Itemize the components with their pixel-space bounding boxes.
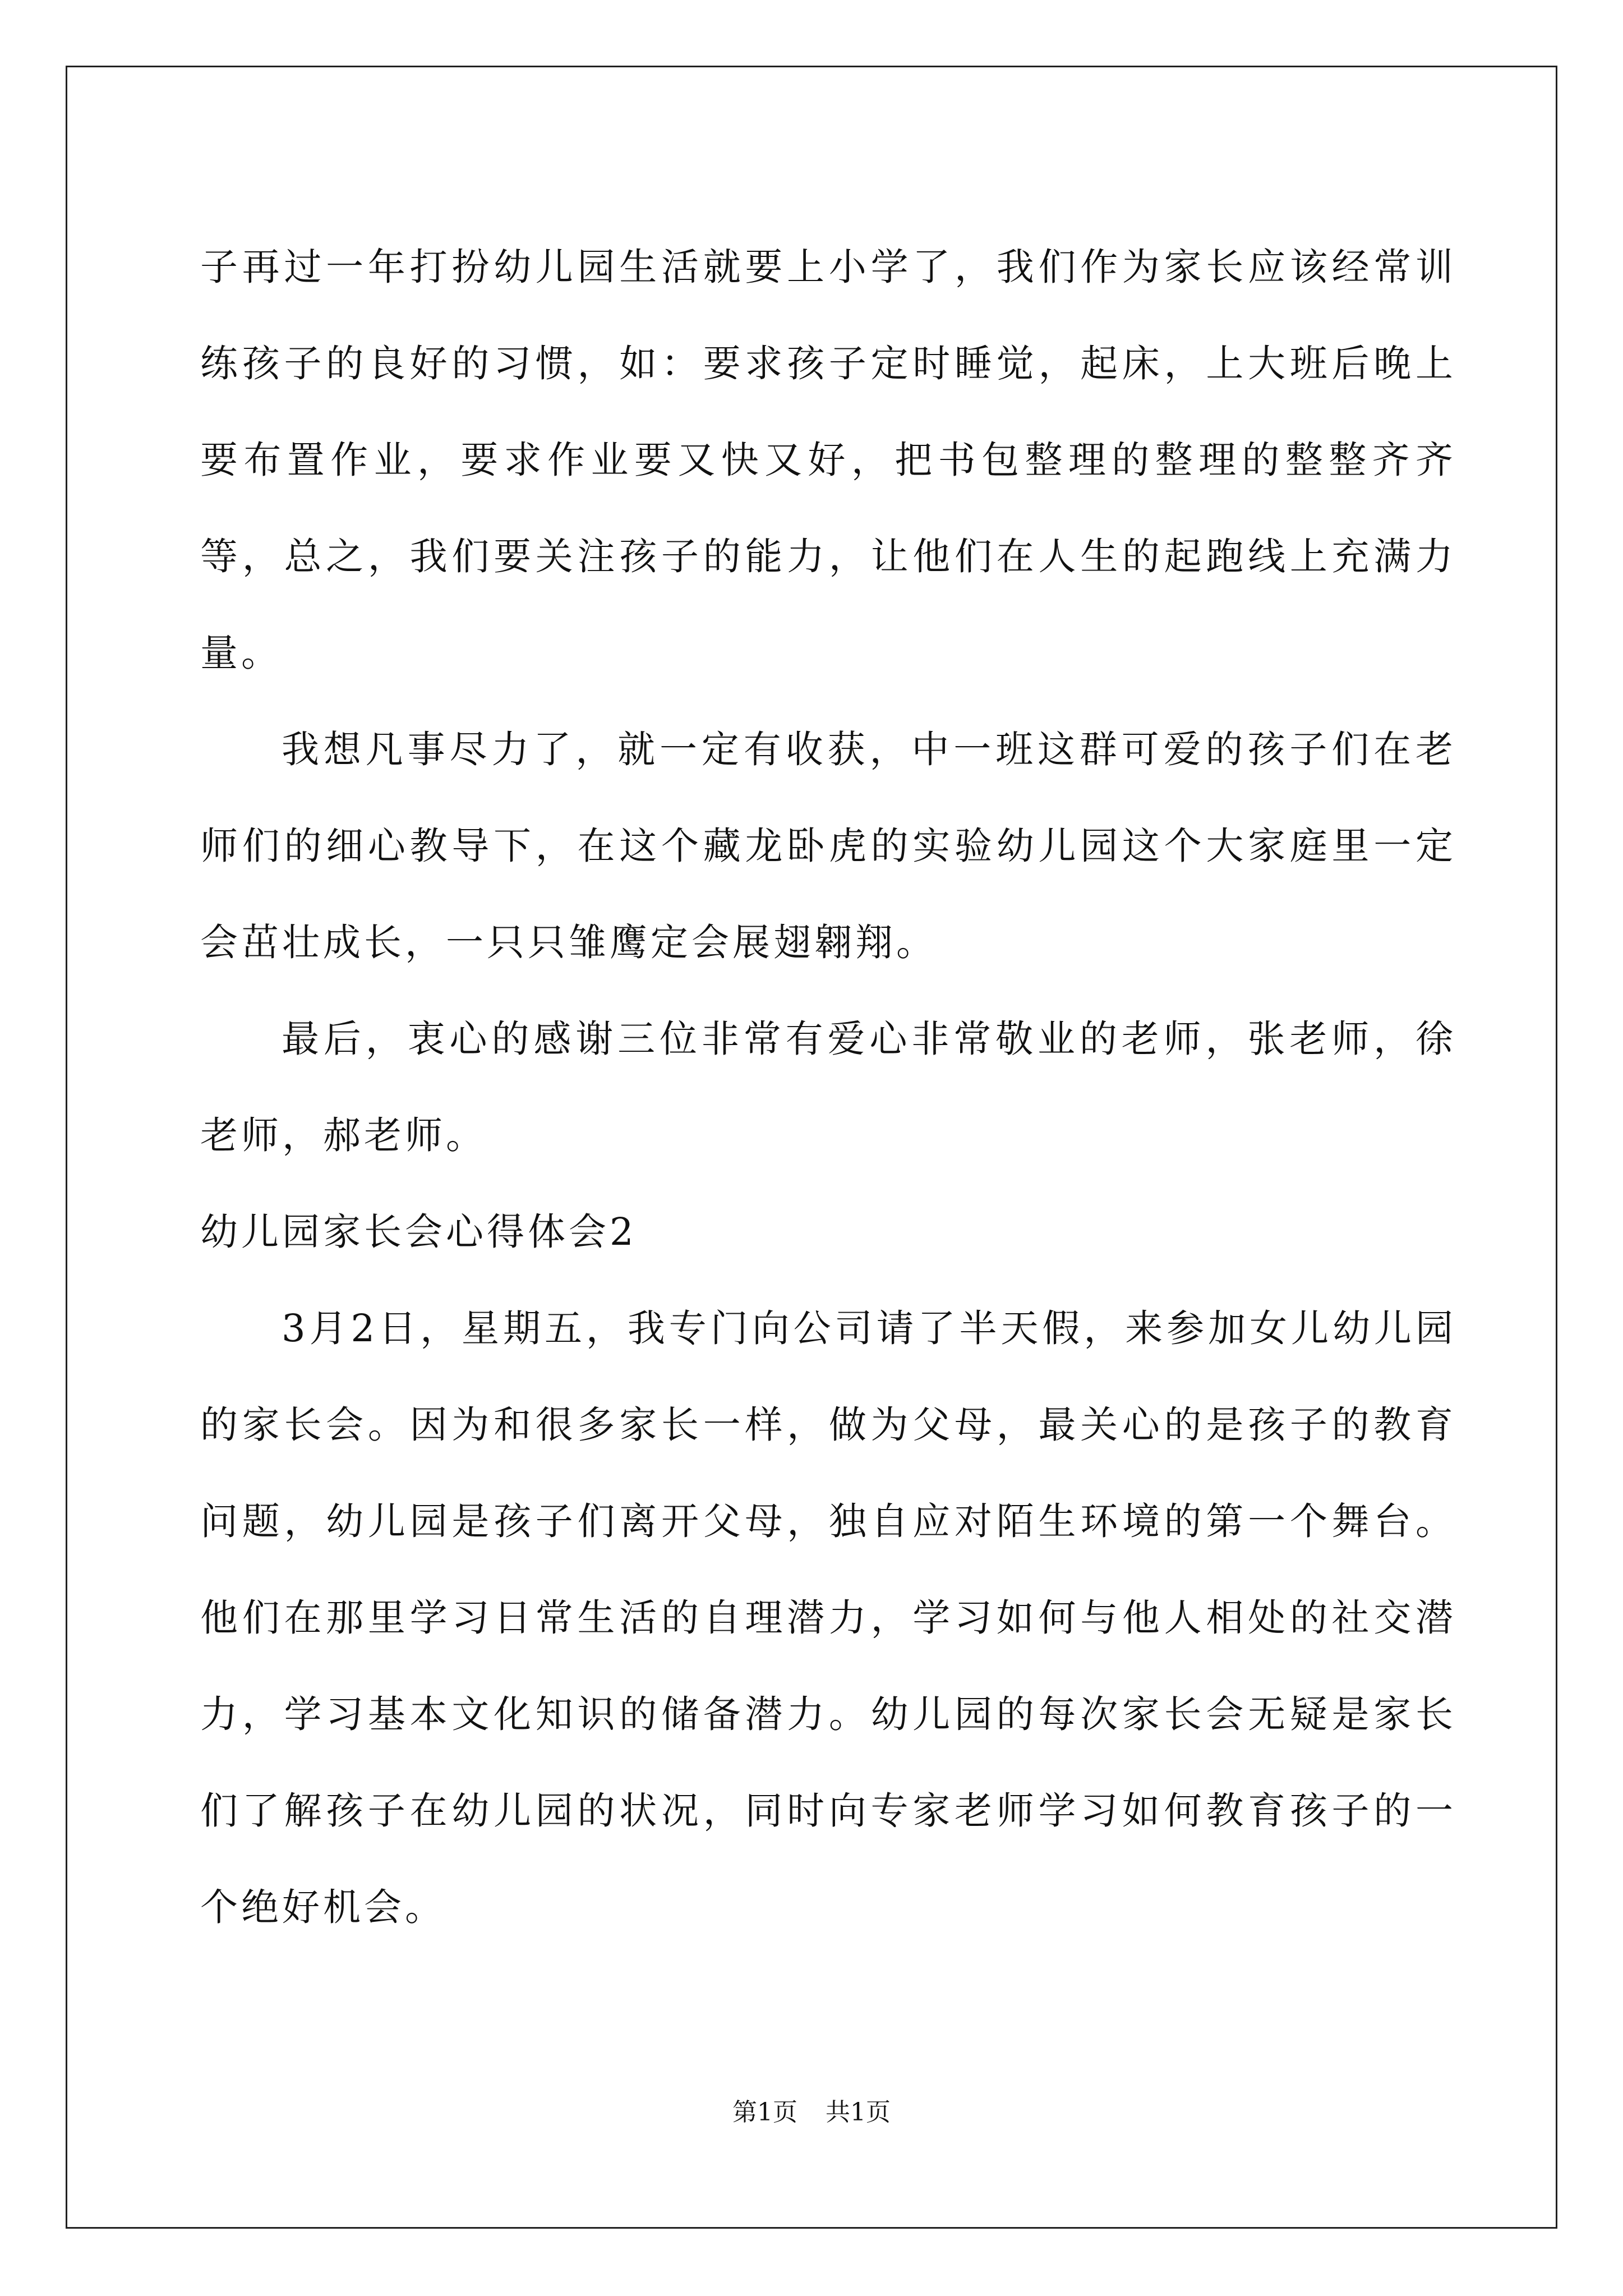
paragraph-1: 子再过一年打扮幼儿园生活就要上小学了，我们作为家长应该经常训练孩子的良好的习惯，如：要求孩子定时睡觉，起床，上大班后晚上要布置作业，要求作业要又快又好，把书包整理的整理的整整齐齐等，总之，我们要关注孩子的能力，让他们在人生的起跑线上充满力量。 [200, 245, 1456, 675]
page-total: 共1页 [826, 2098, 891, 2127]
section-heading: 幼儿园家长会心得体会2 [200, 1210, 637, 1254]
paragraph-2: 我想凡事尽力了，就一定有收获，中一班这群可爱的孩子们在老师们的细心教导下，在这个藏龙卧虎的实验幼儿园这个大家庭里一定会茁壮成长，一只只雏鹰定会展翅翱翔。 [200, 728, 1456, 964]
page-footer [0, 2096, 1623, 2129]
paragraph-3: 最后，衷心的感谢三位非常有爱心非常敬业的老师，张老师，徐老师，郝老师。 [200, 1017, 1456, 1157]
paragraph-4: 3月2日，星期五，我专门向公司请了半天假，来参加女儿幼儿园的家长会。因为和很多家长一样，做为父母，最关心的是孩子的教育问题，幼儿园是孩子们离开父母，独自应对陌生环境的第一个舞台。他们在那里学习日常生活的自理潜力，学习如何与他人相处的社交潜力，学习基本文化知识的储备潜力。幼儿园的每次家长会无疑是家长们了解孩子在幼儿园的状况，同时向专家老师学习如何教育孩子的一个绝好机会。 [200, 1306, 1456, 1929]
page-number: 第1页 [732, 2098, 797, 2127]
document-body [200, 219, 1456, 1955]
